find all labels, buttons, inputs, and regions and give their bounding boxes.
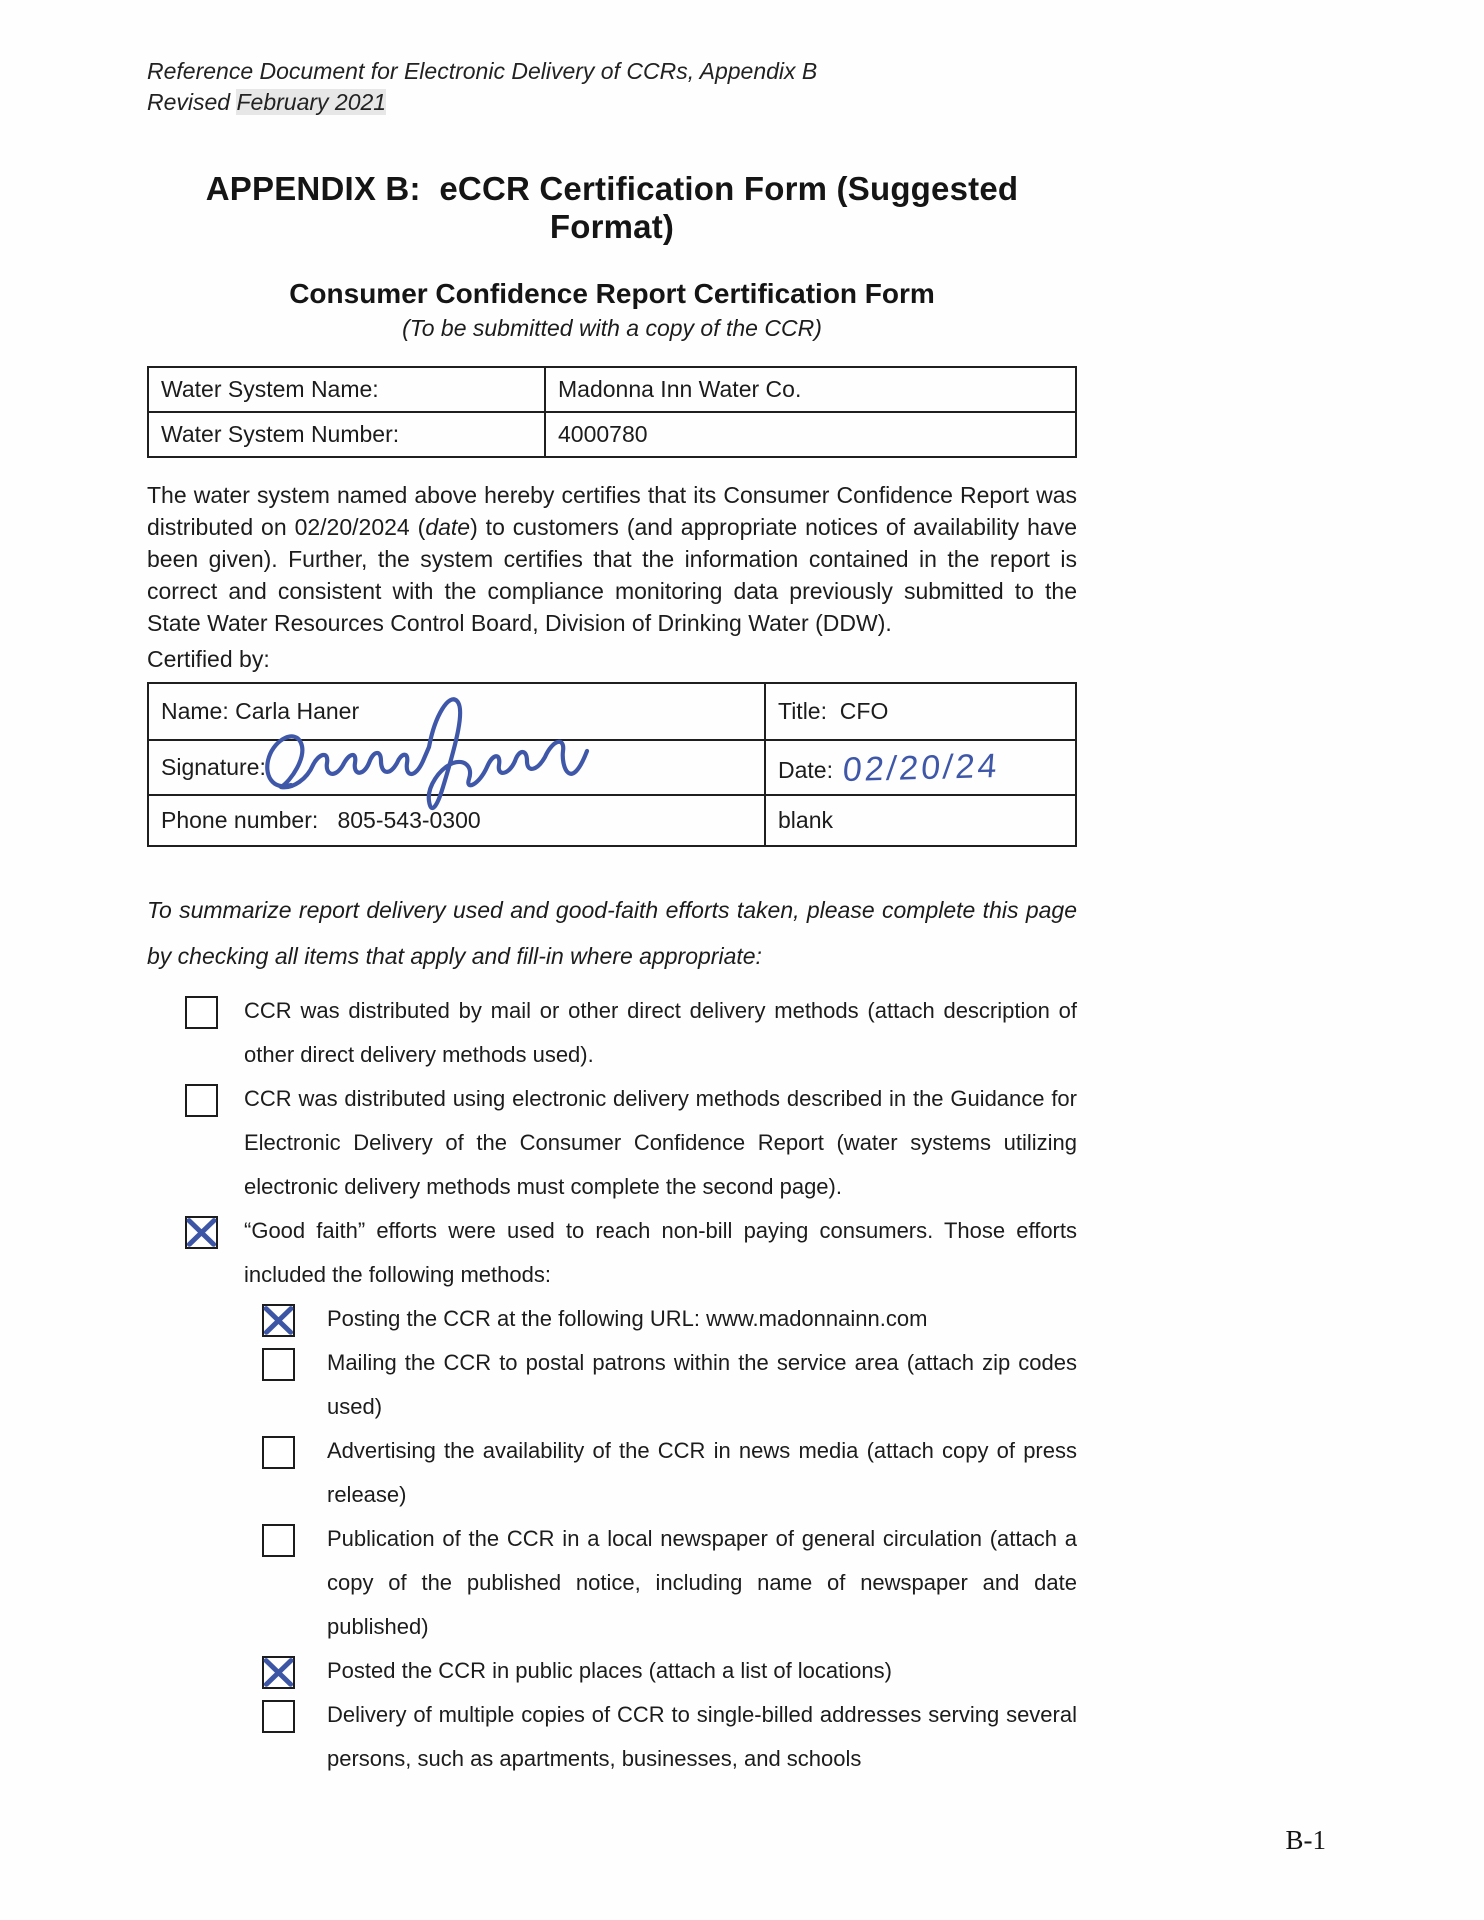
list-item-label: Publication of the CCR in a local newspaper of general circulation (attach a copy of the published notice, including name of newspaper and date published) [327, 1526, 1077, 1639]
list-item [147, 1209, 1077, 1297]
list-item-label: Posted the CCR in public places (attach a list of locations) [327, 1658, 892, 1683]
phone-value: 805-543-0300 [337, 807, 481, 833]
page-title: APPENDIX B: eCCR Certification Form (Suggested Format) [205, 170, 1028, 245]
table-row [148, 367, 1076, 412]
date-cell[interactable]: Date: 02/20/24 [765, 740, 1076, 795]
list-item-label: Delivery of multiple copies of CCR to single-billed addresses serving several persons, such as apartments, businesses, and schools [327, 1702, 1077, 1771]
list-item-label: Advertising the availability of the CCR in news media (attach copy of press release) [327, 1438, 1077, 1507]
certified-by-label: Certified by: [147, 646, 270, 672]
checkbox-newspaper-publication[interactable] [262, 1524, 295, 1557]
revised-line: Revised February 2021 [147, 89, 387, 115]
checkbox-good-faith[interactable] [185, 1216, 218, 1249]
delivery-checklist [147, 989, 1077, 1781]
list-item [147, 1077, 1077, 1209]
list-item-label: CCR was distributed using electronic delivery methods described in the Guidance for Electronic Delivery of the Consumer Confidence Report (water systems utilizing electronic delivery methods must complete the second page). [244, 1086, 1077, 1199]
form-subtitle-note: (To be submitted with a copy of the CCR) [402, 315, 822, 341]
name-cell: Name: Carla Haner [148, 683, 765, 740]
table-row [148, 683, 1076, 740]
checkbox-mail-delivery[interactable] [185, 996, 218, 1029]
document-header [147, 56, 1077, 118]
summary-instruction: To summarize report delivery used and good-faith efforts taken, please complete this page by checking all items that apply and fill-in where appropriate: [147, 897, 1077, 969]
list-item [147, 1341, 1077, 1429]
checkbox-posted-public-places[interactable] [262, 1656, 295, 1689]
water-system-table [147, 366, 1077, 458]
water-system-number-value: 4000780 [545, 412, 1076, 457]
reference-line: Reference Document for Electronic Delivery of CCRs, Appendix B [147, 58, 818, 84]
title-cell: Title: CFO [765, 683, 1076, 740]
certification-paragraph: The water system named above hereby certifies that its Consumer Confidence Report was distributed on 02/20/2024 (date) to customers (and appropriate notices of availability have been given). Further, the system certifies that the information contained in the report is correct and consistent with the compliance monitoring data previously submitted to the State Water Resources Control Board, Division of Drinking Water (DDW). [147, 482, 1077, 636]
water-system-name-label: Water System Name: [148, 367, 545, 412]
handwritten-date: 02/20/24 [841, 746, 1002, 790]
checkbox-mailing-postal[interactable] [262, 1348, 295, 1381]
list-item [147, 1693, 1077, 1781]
list-item [147, 1297, 1077, 1341]
list-item [147, 1429, 1077, 1517]
revision-date-highlight: February 2021 [236, 89, 387, 115]
list-item [147, 989, 1077, 1077]
table-row [148, 795, 1076, 846]
list-item [147, 1649, 1077, 1693]
name-value: Carla Haner [235, 698, 360, 724]
list-item [147, 1517, 1077, 1649]
list-item-label: CCR was distributed by mail or other direct delivery methods (attach description of other direct delivery methods used). [244, 998, 1077, 1067]
phone-cell: Phone number: 805-543-0300 [148, 795, 765, 846]
water-system-name-value: Madonna Inn Water Co. [545, 367, 1076, 412]
checkbox-posting-url[interactable] [262, 1304, 295, 1337]
blank-cell: blank [765, 795, 1076, 846]
date-word-italic: date [425, 514, 471, 540]
checkbox-multiple-copies[interactable] [262, 1700, 295, 1733]
page-number: B-1 [1285, 1825, 1326, 1855]
list-item-label: Mailing the CCR to postal patrons within the service area (attach zip codes used) [327, 1350, 1077, 1419]
water-system-number-label: Water System Number: [148, 412, 545, 457]
signature-cell[interactable]: Signature: [148, 740, 765, 795]
form-title: Consumer Confidence Report Certification Form [289, 278, 935, 309]
table-row [148, 740, 1076, 795]
checkbox-advertising-news[interactable] [262, 1436, 295, 1469]
title-value: CFO [839, 698, 889, 724]
list-item-label: “Good faith” efforts were used to reach non-bill paying consumers. Those efforts included the following methods: [244, 1218, 1077, 1287]
certified-by-table [147, 682, 1077, 847]
list-item-label: Posting the CCR at the following URL: www.madonnainn.com [327, 1306, 928, 1331]
table-row [148, 412, 1076, 457]
checkbox-electronic-delivery[interactable] [185, 1084, 218, 1117]
